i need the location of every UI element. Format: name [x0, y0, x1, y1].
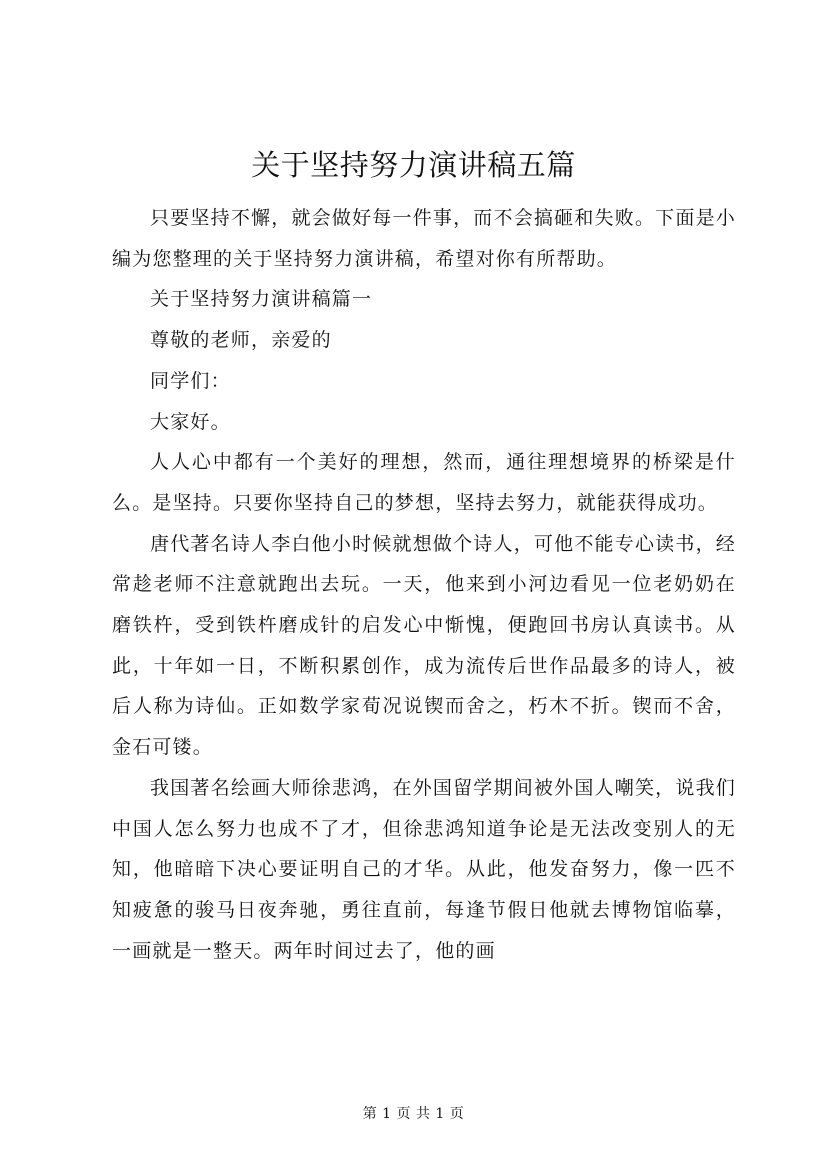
body-paragraph-1: 人人心中都有一个美好的理想，然而，通往理想境界的桥梁是什么。是坚持。只要你坚持自己的梦想，坚持去努力，就能获得成功。: [112, 451, 736, 514]
salutation-line-2: 同学们：: [150, 369, 231, 392]
page-number-footer: 第 1 页 共 1 页: [362, 1106, 465, 1122]
greeting-line: 大家好。: [150, 410, 231, 433]
document-body: [112, 198, 736, 971]
body-paragraph-3: 我国著名绘画大师徐悲鸿，在外国留学期间被外国人嘲笑，说我们中国人怎么努力也成不了才，但徐悲鸿知道争论是无法改变别人的无知，他暗暗下决心要证明自己的才华。从此，他发奋努力，像一匹不知疲惫的骏马日夜奔驰，勇往直前，每逢节假日他就去博物馆临摹，一画就是一整天。两年时间过去了，他的画: [112, 776, 736, 962]
body-paragraph-2: 唐代著名诗人李白他小时候就想做个诗人，可他不能专心读书，经常趁老师不注意就跑出去玩。一天，他来到小河边看见一位老奶奶在磨铁杵，受到铁杵磨成针的启发心中惭愧，便跑回书房认真读书。从此，十年如一日，不断积累创作，成为流传后世作品最多的诗人，被后人称为诗仙。正如数学家荀况说锲而舍之，朽木不折。锲而不舍，金石可镂。: [112, 532, 736, 759]
section-heading: 关于坚持努力演讲稿篇一: [150, 288, 373, 311]
salutation-line-1: 尊敬的老师，亲爱的: [150, 329, 332, 352]
intro-paragraph: 只要坚持不懈，就会做好每一件事，而不会搞砸和失败。下面是小编为您整理的关于坚持努力演讲稿，希望对你有所帮助。: [112, 207, 736, 270]
document-title: 关于坚持努力演讲稿五篇: [251, 148, 576, 182]
